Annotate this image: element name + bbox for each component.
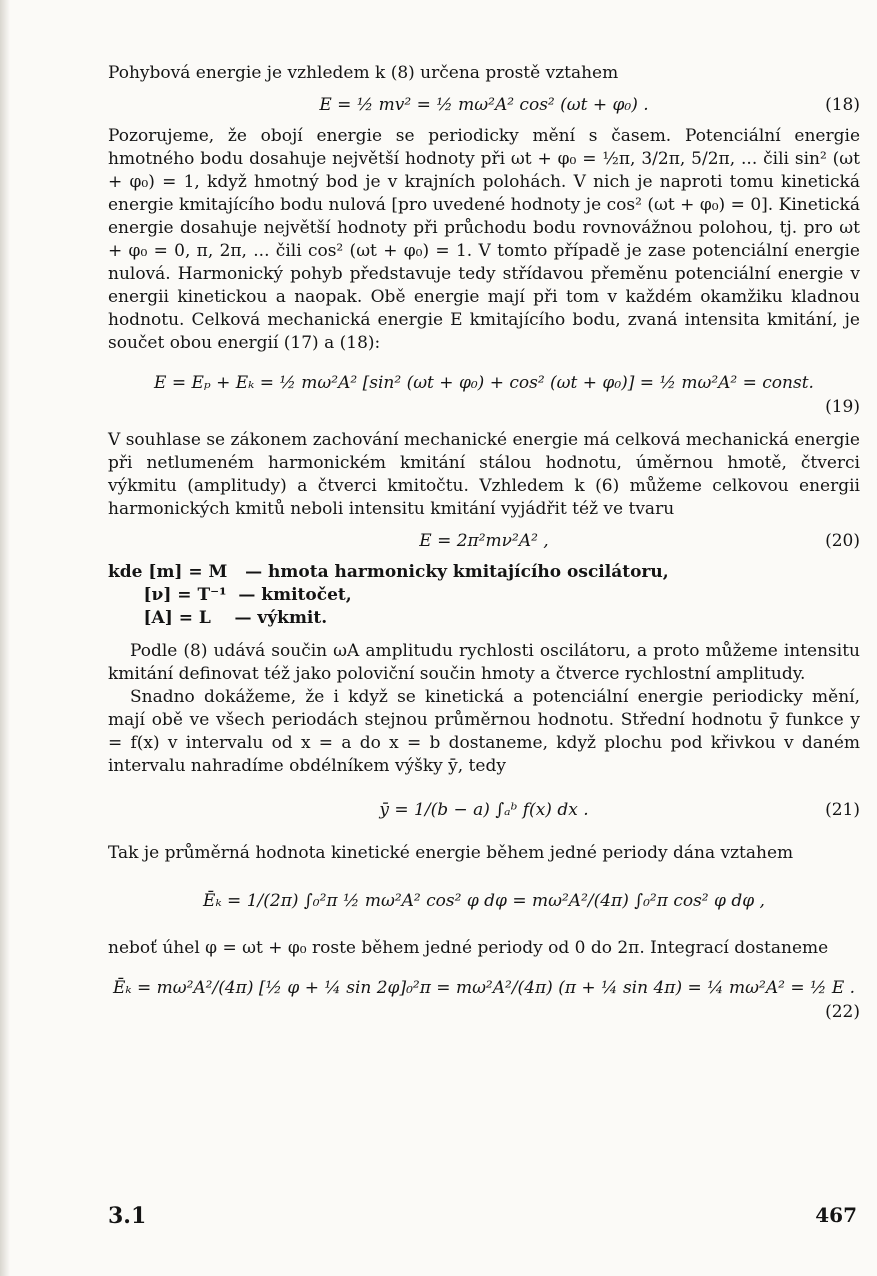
document-page [108,62,860,1034]
equation-18-text: E = ½ mv² = ½ mω²A² cos² (ωt + φ₀) . [319,95,649,115]
equation-19-text: E = Eₚ + Eₖ = ½ mω²A² [sin² (ωt + φ₀) + cos² (ωt + φ₀)] = ½ mω²A² = const. [154,373,814,393]
equation-21 [108,800,860,820]
equation-19 [108,373,860,393]
equation-22 [108,978,860,998]
equation-22-number: (22) [825,1002,860,1022]
definition-amplitude: [A] = L — výkmit. [108,608,328,628]
paragraph-energy-periodic: Pozorujeme, že obojí energie se periodicky mění s časem. Potenciální energie hmotného bodu dosahuje největší hodnoty při ωt + φ₀ = ½π, 3/2π, 5/2π, ... čili sin² (ωt + φ₀) = 1, když hmotný bod je v krajních polohách. V nich je naproti tomu kinetická energie kmitajícího bodu nulová [pro uvedené hodnoty je cos² (ωt + φ₀) = 0]. Kinetická energie dosahuje největší hodnoty při průchodu bodu rovnovážnou polohou, tj. pro ωt + φ₀ = 0, π, 2π, ... čili cos² (ωt + φ₀) = 1. V tomto případě je zase potenciální energie nulová. Harmonický pohyb představuje tedy střídavou přeměnu potenciální energie v energii kinetickou a naopak. Obě energie mají při tom v každém okamžiku kladnou hodnotu. Celková mechanická energie E kmitajícího bodu, zvaná intensita kmitání, je součet obou energií (17) a (18): [108,126,860,353]
equation-20-number: (20) [825,531,860,551]
paragraph-conservation: V souhlase se zákonem zachování mechanické energie má celková mechanická energie při netlumeném harmonickém kmitání stálou hodnotu, úměrnou hmotě, čtverci výkmitu (amplitudy) a čtverci kmitočtu. Vzhledem k (6) můžeme celkovou energii harmonických kmitů neboli intensitu kmitání vyjádřit též ve tvaru [108,430,860,519]
definition-mass: kde [m] = M — hmota harmonicky kmitajícího oscilátoru, [108,562,669,582]
equation-19-number: (19) [825,397,860,417]
equation-18 [108,95,860,115]
definitions-list [108,561,860,630]
paragraph-integration: neboť úhel φ = ωt + φ₀ roste během jedné periody od 0 do 2π. Integrací dostaneme [108,938,829,958]
equation-22-text: Ēₖ = mω²A²/(4π) [½ φ + ¼ sin 2φ]₀²π = mω²A²/(4π) (π + ¼ sin 4π) = ¼ mω²A² = ½ E . [112,978,856,998]
paragraph-average-kinetic: Tak je průměrná hodnota kinetické energie během jedné periody dána vztahem [108,843,794,863]
paragraph-mean-value: Snadno dokážeme, že i když se kinetická a potenciální energie periodicky mění, mají obě ve všech periodách stejnou průměrnou hodnotu. Střední hodnotu ȳ funkce y = f(x) v intervalu od x = a do x = b dostaneme, když plochu pod křivkou v daném intervalu nahradíme obdélníkem výšky ȳ, tedy [108,687,860,776]
equation-21-text: ȳ = 1/(b − a) ∫ₐᵇ f(x) dx . [379,800,589,820]
page-number: 467 [815,1203,857,1227]
section-number: 3.1 [108,1203,147,1229]
equation-20-text: E = 2π²mν²A² , [419,531,549,551]
equation-average-kinetic-text: Ēₖ = 1/(2π) ∫₀²π ½ mω²A² cos² φ dφ = mω²A²/(4π) ∫₀²π cos² φ dφ , [203,891,765,911]
equation-21-number: (21) [825,800,860,820]
equation-average-kinetic [108,891,860,911]
equation-18-number: (18) [825,95,860,115]
intro-text: Pohybová energie je vzhledem k (8) určena prostě vztahem [108,63,619,83]
paragraph-velocity-amplitude: Podle (8) udává součin ωA amplitudu rychlosti oscilátoru, a proto můžeme intensitu kmitání definovat též jako poloviční součin hmoty a čtverce rychlostní amplitudy. [108,641,860,684]
page-edge-shadow [0,0,10,1276]
equation-20 [108,531,860,551]
definition-frequency: [ν] = T⁻¹ — kmitočet, [108,585,352,605]
